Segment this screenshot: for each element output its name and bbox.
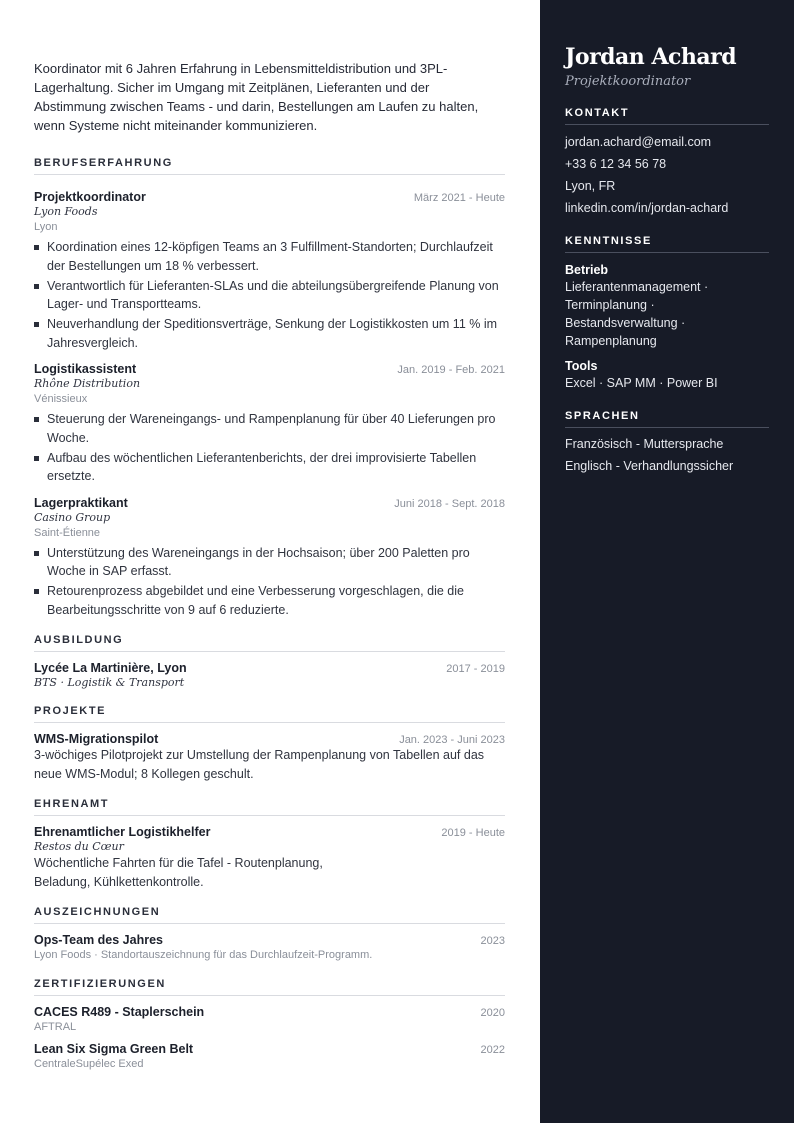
job-bullets xyxy=(34,238,505,352)
section-title-certifications: ZERTIFIZIERUNGEN xyxy=(34,978,505,996)
experience-entry xyxy=(34,496,505,620)
skill-group-items: Lieferantenmanagement · Terminplanung · Bestandsverwaltung · Rampenplanung xyxy=(565,280,709,348)
skill-group xyxy=(565,262,769,350)
section-title-contact: KONTAKT xyxy=(565,107,769,125)
volunteer-date: 2019 - Heute xyxy=(441,827,505,839)
certification-date: 2020 xyxy=(480,1007,505,1019)
section-title-education: AUSBILDUNG xyxy=(34,634,505,652)
section-title-skills: KENNTNISSE xyxy=(565,235,769,253)
project-title: WMS-Migrationspilot xyxy=(34,732,159,746)
job-title: Lagerpraktikant xyxy=(34,495,128,510)
certification-issuer: AFTRAL xyxy=(34,1021,77,1033)
contact-location: Lyon, FR xyxy=(565,179,616,193)
bullet-square-icon xyxy=(34,456,39,461)
skill-group-title: Tools xyxy=(565,359,598,373)
bullet-square-icon xyxy=(34,284,39,289)
award-title: Ops-Team des Jahres xyxy=(34,933,163,947)
certification-entry xyxy=(34,1005,505,1035)
languages-list xyxy=(565,433,769,477)
candidate-name: Jordan Achard xyxy=(565,44,737,70)
contact-linkedin[interactable]: linkedin.com/in/jordan-achard xyxy=(565,201,729,215)
bullet-item: Steuerung der Wareneingangs- und Rampenplanung für über 40 Lieferungen pro Woche. xyxy=(34,410,505,447)
bullet-item: Koordination eines 12-köpfigen Teams an 3 Fulfillment-Standorten; Durchlaufzeit der Bestellungen um 18 % verbessert. xyxy=(34,238,505,275)
skill-group-items: Excel · SAP MM · Power BI xyxy=(565,376,718,390)
section-title-languages: SPRACHEN xyxy=(565,410,769,428)
projects-section xyxy=(34,705,505,783)
certification-date: 2022 xyxy=(480,1044,505,1056)
volunteer-entry xyxy=(34,825,505,891)
award-date: 2023 xyxy=(480,935,505,947)
experience-entry xyxy=(34,190,505,352)
sidebar xyxy=(540,0,794,1123)
job-location: Saint-Étienne xyxy=(34,526,101,539)
bullet-square-icon xyxy=(34,245,39,250)
certification-issuer: CentraleSupélec Exed xyxy=(34,1058,144,1070)
section-title-projects: PROJEKTE xyxy=(34,705,505,723)
contact-email[interactable]: jordan.achard@email.com xyxy=(565,135,712,149)
contact-phone: +33 6 12 34 56 78 xyxy=(565,157,667,171)
language-item: Französisch - Muttersprache xyxy=(565,437,724,451)
skill-group xyxy=(565,358,769,392)
education-entry xyxy=(34,661,505,690)
language-item: Englisch - Verhandlungssicher xyxy=(565,459,734,473)
bullet-item: Unterstützung des Wareneingangs in der Hochsaison; über 200 Paletten pro Woche in SAP erfasst. xyxy=(34,544,505,581)
experience-section xyxy=(34,157,505,619)
job-company: Casino Group xyxy=(34,510,111,524)
bullet-square-icon xyxy=(34,417,39,422)
volunteer-description: Wöchentliche Fahrten für die Tafel - Routenplanung, Beladung, Kühlkettenkontrolle. xyxy=(34,856,323,889)
volunteer-org: Restos du Cœur xyxy=(34,840,124,853)
job-title: Logistikassistent xyxy=(34,362,137,376)
bullet-item: Verantwortlich für Lieferanten-SLAs und die abteilungsübergreifende Planung von Lager- und Transportteams. xyxy=(34,277,505,314)
job-bullets xyxy=(34,544,505,620)
project-description: 3-wöchiges Pilotprojekt zur Umstellung der Rampenplanung von Tabellen auf das neue WMS-Modul; 8 Kollegen geschult. xyxy=(34,748,485,781)
volunteer-title: Ehrenamtlicher Logistikhelfer xyxy=(34,825,211,839)
bullet-item: Retourenprozess abgebildet und eine Verbesserung vorgeschlagen, die die Bearbeitungsschritte von 9 auf 6 reduzierte. xyxy=(34,582,505,619)
job-location: Lyon xyxy=(34,221,58,233)
bullet-square-icon xyxy=(34,551,39,556)
section-title-awards: AUSZEICHNUNGEN xyxy=(34,906,505,924)
contact-list xyxy=(565,131,769,219)
school-name: Lycée La Martinière, Lyon xyxy=(34,661,187,675)
job-location: Vénissieux xyxy=(34,393,88,405)
languages-section xyxy=(565,410,769,477)
job-date: Juni 2018 - Sept. 2018 xyxy=(394,497,505,510)
job-bullets xyxy=(34,410,505,486)
certification-entry xyxy=(34,1042,505,1072)
job-company: Lyon Foods xyxy=(34,205,98,218)
education-date: 2017 - 2019 xyxy=(446,663,505,675)
awards-section xyxy=(34,906,505,963)
project-entry xyxy=(34,732,505,783)
education-section xyxy=(34,634,505,690)
certifications-section xyxy=(34,978,505,1072)
job-date: Jan. 2019 - Feb. 2021 xyxy=(397,364,505,376)
bullet-item: Aufbau des wöchentlichen Lieferantenberichts, der drei improvisierte Tabellen ersetzte. xyxy=(34,449,505,486)
section-title-experience: BERUFSERFAHRUNG xyxy=(34,157,505,175)
summary: Koordinator mit 6 Jahren Erfahrung in Lebensmitteldistribution und 3PL-Lagerhaltung. Sicher im Umgang mit Zeitplänen, Lieferanten und der Abstimmung zwischen Teams - und darin, Bestellungen am Laufen zu halten, wenn Systeme nicht miteinander kommunizieren. xyxy=(34,61,479,133)
candidate-role: Projektkoordinator xyxy=(565,74,691,89)
job-title: Projektkoordinator xyxy=(34,190,146,204)
certification-title: CACES R489 - Staplerschein xyxy=(34,1005,205,1019)
section-title-volunteer: EHRENAMT xyxy=(34,798,505,816)
experience-entry xyxy=(34,362,505,486)
skills-section xyxy=(565,235,769,392)
award-entry xyxy=(34,933,505,963)
contact-section xyxy=(565,107,769,219)
bullet-item: Neuverhandlung der Speditionsverträge, Senkung der Logistikkosten um 11 % im Jahresvergleich. xyxy=(34,315,505,352)
degree: BTS · Logistik & Transport xyxy=(34,676,185,689)
project-date: Jan. 2023 - Juni 2023 xyxy=(399,734,505,746)
volunteer-section xyxy=(34,798,505,891)
skill-group-title: Betrieb xyxy=(565,263,609,277)
bullet-square-icon xyxy=(34,589,39,594)
certification-title: Lean Six Sigma Green Belt xyxy=(34,1042,194,1056)
job-date: März 2021 - Heute xyxy=(413,192,505,204)
job-company: Rhône Distribution xyxy=(34,377,141,390)
award-description: Lyon Foods · Standortauszeichnung für das Durchlaufzeit-Programm. xyxy=(34,949,373,961)
bullet-square-icon xyxy=(34,322,39,327)
